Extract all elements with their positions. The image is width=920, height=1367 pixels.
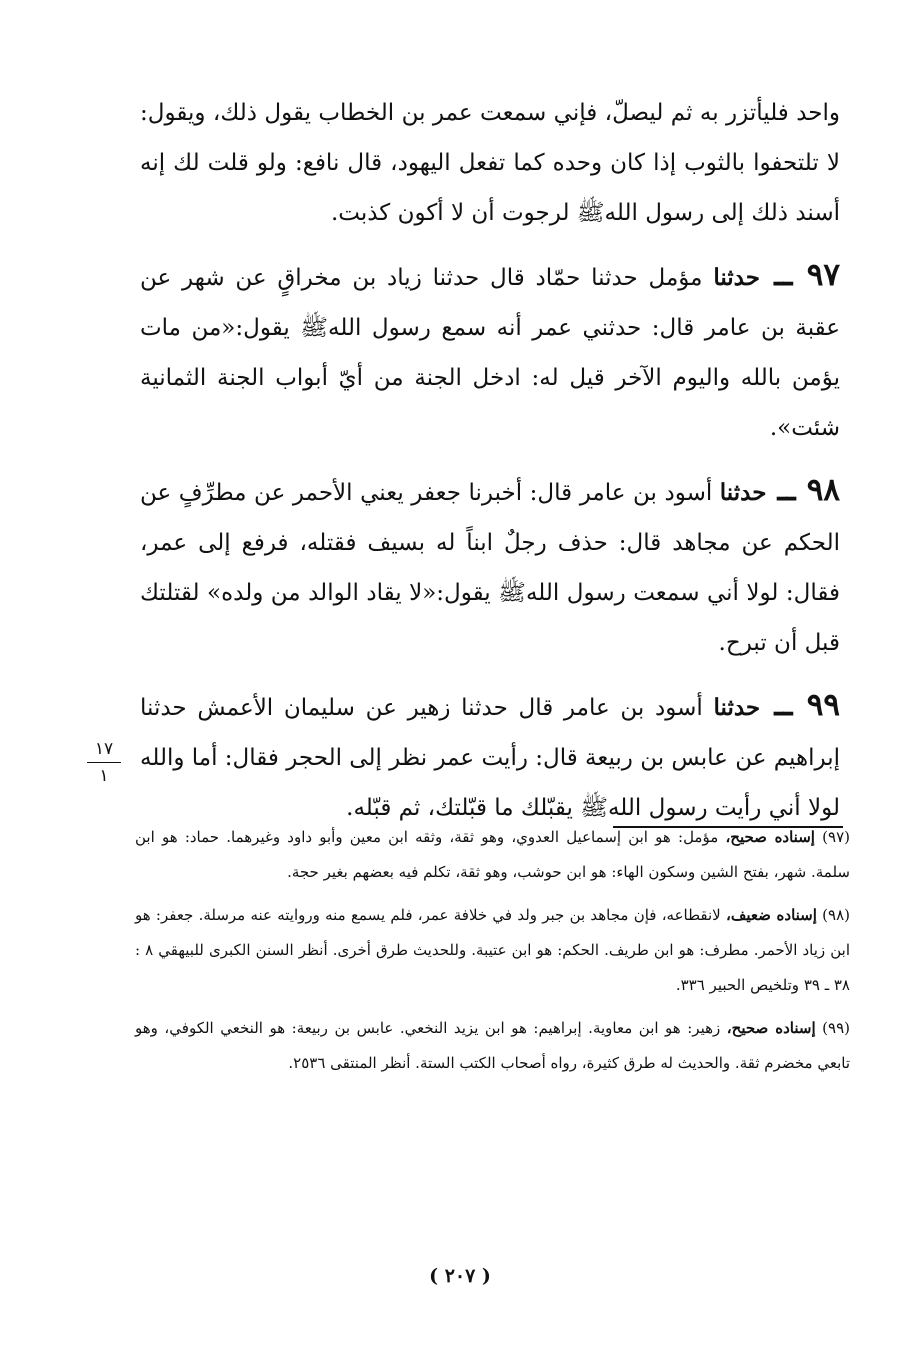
hadith-number: ٩٧ (806, 257, 840, 293)
footnote-97 (135, 820, 850, 890)
hadith-opening-word: حدثنا (713, 694, 761, 721)
margin-reference (86, 738, 122, 787)
footnote-number: (٩٧) (814, 828, 850, 846)
footnote-grade: إسناده ضعيف، (725, 906, 817, 924)
hadith-text: مؤمل حدثنا حمّاد قال حدثنا زياد بن مخراقٍ عن شهر عن عقبة بن عامر قال: حدثني عمر أنه سمع رسول اللهﷺ يقول:«من مات يؤمن بالله واليوم الآخر قيل له: ادخل الجنة من أيّ أبواب الجنة الثمانية شئت». (140, 265, 840, 441)
footnote-99 (135, 1011, 850, 1081)
main-text-block (140, 88, 840, 845)
hadith-opening-word: حدثنا (713, 264, 760, 291)
paragraph-continuation (140, 88, 840, 238)
hadith-dash: ــ (766, 472, 807, 508)
footnote-text: مؤمل: هو ابن إسماعيل العدوي، وهو ثقة، وثقه ابن معين وأبو داود وغيرهما. حماد: هو ابن سلمة. شهر، بفتح الشين وسكون الهاء: هو ابن حوشب، وهو ثقة، تكلم فيه بعضهم بغير حجة. (135, 828, 850, 881)
footnote-grade: إسناده صحيح، (725, 828, 815, 846)
hadith-98 (140, 465, 840, 668)
hadith-number: ٩٨ (806, 472, 840, 508)
hadith-99 (140, 680, 840, 833)
footnotes-block (135, 820, 850, 1089)
footnote-number: (٩٨) (816, 906, 850, 924)
hadith-text: أسود بن عامر قال: أخبرنا جعفر يعني الأحمر عن مطرِّفٍ عن الحكم عن مجاهد قال: حذف رجلٌ ابناً له بسيف فقتله، فرفع إلى عمر، فقال: لولا أني سمعت رسول اللهﷺ يقول:«لا يقاد الوالد من ولده» لقتلتك قبل أن تبرح. (140, 480, 840, 656)
hadith-97 (140, 250, 840, 453)
footnote-98 (135, 898, 850, 1003)
footnote-grade: إسناده صحيح، (726, 1019, 816, 1037)
margin-reference-divider (87, 762, 121, 763)
footnote-text: زهير: هو ابن معاوية. إبراهيم: هو ابن يزيد النخعي. عابس بن ربيعة: هو النخعي الكوفي، وهو تابعي مخضرم ثقة. والحديث له طرق كثيرة، رواه أصحاب الكتب الستة. أنظر المنتقى ٢٥٣٦. (135, 1019, 850, 1072)
hadith-text: أسود بن عامر قال حدثنا زهير عن سليمان الأعمش حدثنا إبراهيم عن عابس بن ربيعة قال: رأيت عمر نظر إلى الحجر فقال: أما والله لولا أني رأيت رسول اللهﷺ يقبّلك ما قبّلتك، ثم قبّله. (140, 695, 840, 821)
hadith-opening-word: حدثنا (719, 479, 767, 506)
hadith-dash: ــ (760, 687, 807, 723)
paragraph-text: واحد فليأتزر به ثم ليصلّ، فإني سمعت عمر بن الخطاب يقول ذلك، ويقول: لا تلتحفوا بالثوب إذا كان وحده كما تفعل اليهود، قال نافع: ولو قلت لك إنه أسند ذلك إلى رسول اللهﷺ لرجوت أن لا أكون كذبت. (140, 100, 840, 226)
margin-reference-top: ١٧ (94, 739, 114, 759)
page-number: ( ٢٠٧ ) (429, 1265, 491, 1287)
margin-reference-bottom: ١ (99, 766, 109, 786)
footnote-number: (٩٩) (815, 1019, 850, 1037)
footnote-text: لانقطاعه، فإن مجاهد بن جبر ولد في خلافة عمر، فلم يسمع منه وروايته عنه مرسلة. جعفر: هو ابن زياد الأحمر. مطرف: هو ابن طريف. الحكم: هو ابن عتيبة. وللحديث طرق أخرى. أنظر السنن الكبرى للبيهقي ٨ : ٣٨ ـ ٣٩ وتلخيص الحبير ٣٣٦. (135, 906, 850, 994)
hadith-dash: ــ (759, 257, 807, 293)
hadith-number: ٩٩ (806, 687, 840, 723)
